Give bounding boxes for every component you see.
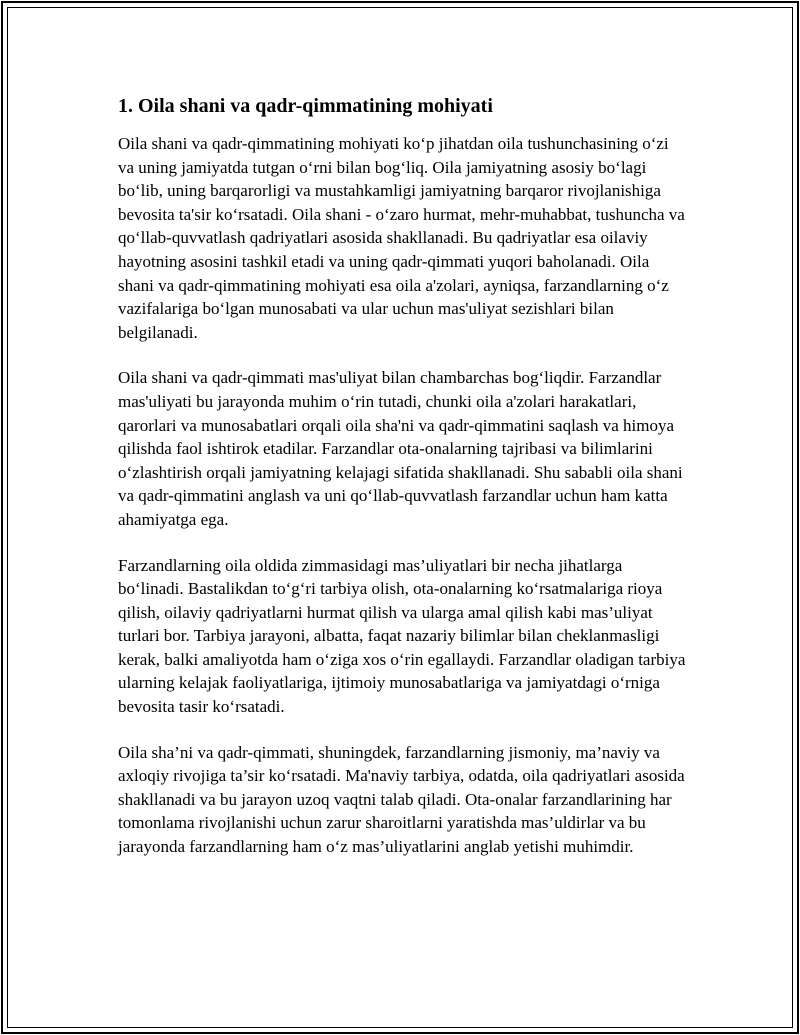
- section-heading: 1. Oila shani va qadr-qimmatining mohiyati: [118, 95, 493, 117]
- paragraph-4: Oila sha’ni va qadr-qimmati, shuningdek, farzandlarning jismoniy, ma’naviy va axloqiy rivojiga ta’sir ko‘rsatadi. Ma'naviy tarbiya, odatda, oila qadriyatlari asosida shakllanadi va bu jarayon uzoq vaqtni talab qiladi. Ota-onalar farzandlarining har tomonlama rivojlanishi uchun zarur sharoitlarni yaratishda mas’uldirlar va bu jarayonda farzandlarning ham o‘z mas’uliyatlarini anglab yetishi muhimdir.: [118, 742, 685, 857]
- paragraph-2: Oila shani va qadr-qimmati mas'uliyat bilan chambarchas bog‘liqdir. Farzandlar mas'uliyati bu jarayonda muhim o‘rin tutadi, chunki oila a'zolari harakatlari, qarorlari va munosabatlari orqali oila sha'ni va qadr-qimmatini saqlash va himoya qilishda faol ishtirok etadilar. Farzandlar ota-onalarning tajribasi va bilimlarini o‘zlashtirish orqali jamiyatning kelajagi sifatida shakllanadi. Shu sababli oila shani va qadr-qimmatini anglash va uni qo‘llab-quvvatlash farzandlar uchun ham katta ahamiyatga ega.: [118, 368, 683, 529]
- paragraph-3: Farzandlarning oila oldida zimmasidagi mas’uliyatlari bir necha jihatlarga bo‘linadi. Bastalikdan to‘g‘ri tarbiya olish, ota-onalarning ko‘rsatmalariga rioya qilish, oilaviy qadriyatlarni hurmat qilish va ularga amal qilish kabi mas’uliyat turlari bor. Tarbiya jarayoni, albatta, faqat nazariy bilimlar bilan cheklanmasligi kerak, balki amaliyotda ham o‘ziga xos o‘rin egallaydi. Farzandlar oladigan tarbiya ularning kelajak faoliyatlariga, ijtimoiy munosabatlariga va jamiyatdagi o‘rniga bevosita tasir ko‘rsatadi.: [118, 555, 686, 717]
- document-body: [118, 92, 686, 859]
- paragraph-1: Oila shani va qadr-qimmatining mohiyati ko‘p jihatdan oila tushunchasining o‘zi va uning jamiyatda tutgan o‘rni bilan bog‘liq. Oila jamiyatning asosiy bo‘lagi bo‘lib, uning barqarorligi va mustahkamligi jamiyatning barqaror rivojlanishiga bevosita ta'sir ko‘rsatadi. Oila shani - o‘zaro hurmat, mehr-muhabbat, tushuncha va qo‘llab-quvvatlash qadriyatlari asosida shakllanadi. Bu qadriyatlar esa oilaviy hayotning asosini tashkil etadi va uning qadr-qimmati yuqori baholanadi. Oila shani va qadr-qimmatining mohiyati esa oila a'zolari, ayniqsa, farzandlarning o‘z vazifalariga bo‘lgan munosabati va ular uchun mas'uliyat sezishlari bilan belgilanadi.: [118, 134, 685, 342]
